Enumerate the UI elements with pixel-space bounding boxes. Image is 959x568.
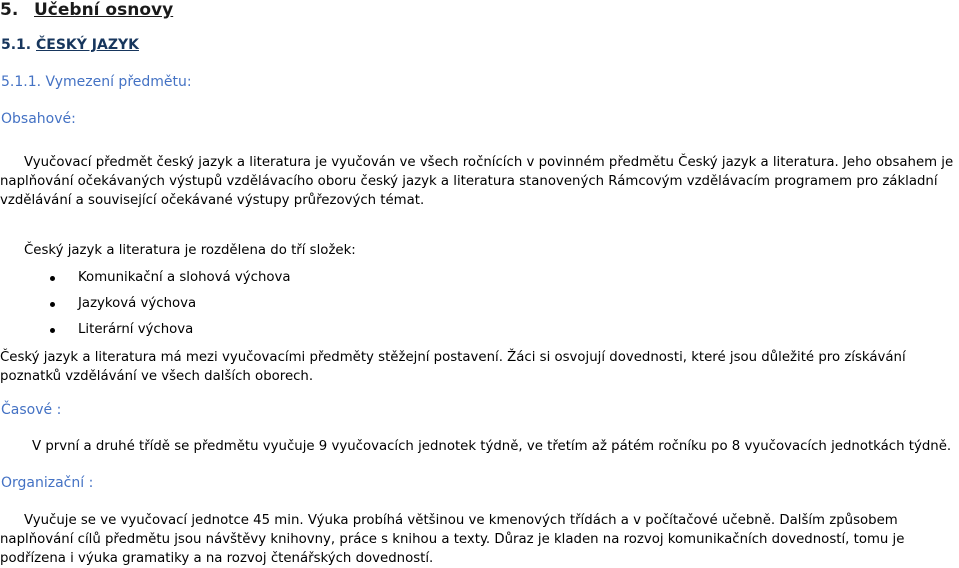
list-item-label: Jazyková výchova	[78, 296, 197, 311]
list-item	[50, 267, 291, 293]
section-number: 5.1.	[1, 37, 32, 53]
subsection-heading: 5.1.1. Vymezení předmětu:	[1, 74, 192, 90]
section-heading	[1, 37, 139, 53]
key-subject-paragraph	[0, 348, 906, 386]
section-title: ČESKÝ JAZYK	[36, 37, 139, 53]
key-subject-line: poznatků vzdělávání ve všech dalších oborech.	[0, 369, 314, 384]
bullet-icon	[50, 276, 55, 281]
chapter-number: 5.	[0, 0, 19, 20]
bullet-icon	[50, 302, 55, 307]
organization-line: naplňování cílů předmětu jsou návštěvy knihovny, práce s knihou a texty. Důraz je kladen na rozvoj komunikačních dovedností, tomu je	[0, 532, 905, 547]
list-item	[50, 319, 291, 345]
list-item	[50, 293, 291, 319]
key-subject-line: Český jazyk a literatura má mezi vyučovacími předměty stěžejní postavení. Žáci si osvojují dovednosti, které jsou důležité pro získávání	[0, 350, 906, 365]
content-line: naplňování očekávaných výstupů vzdělávacího oboru český jazyk a literatura stanovených Rámcovým vzdělávacím programem pro základní	[0, 174, 938, 189]
components-list	[50, 267, 291, 345]
chapter-heading	[0, 0, 173, 20]
chapter-title: Učební osnovy	[34, 0, 174, 20]
organization-line: Vyučuje se ve vyučovací jednotce 45 min. Výuka probíhá většinou ve kmenových třídách a v počítačové učebně. Dalším způsobem	[24, 513, 898, 528]
bullet-icon	[50, 328, 55, 333]
organization-paragraph	[0, 511, 904, 568]
time-heading: Časové :	[1, 402, 62, 418]
organization-heading: Organizační :	[1, 475, 94, 491]
content-line: Vyučovací předmět český jazyk a literatura je vyučován ve všech ročnících v povinném předmětu Český jazyk a literatura. Jeho obsahem je	[24, 155, 954, 170]
content-line: vzdělávání a související očekávané výstupy průřezových témat.	[0, 193, 425, 208]
list-item-label: Komunikační a slohová výchova	[78, 270, 291, 285]
list-item-label: Literární výchova	[78, 322, 194, 337]
organization-line: podřízena i výuka gramatiky a na rozvoj čtenářských dovedností.	[0, 551, 434, 566]
content-paragraph	[0, 153, 953, 210]
content-heading: Obsahové:	[1, 111, 76, 127]
components-intro: Český jazyk a literatura je rozdělena do tří složek:	[24, 243, 356, 258]
time-paragraph: V první a druhé třídě se předmětu vyučuje 9 vyučovacích jednotek týdně, ve třetím až pátém ročníku po 8 vyučovacích jednotkách týdně.	[32, 439, 952, 454]
